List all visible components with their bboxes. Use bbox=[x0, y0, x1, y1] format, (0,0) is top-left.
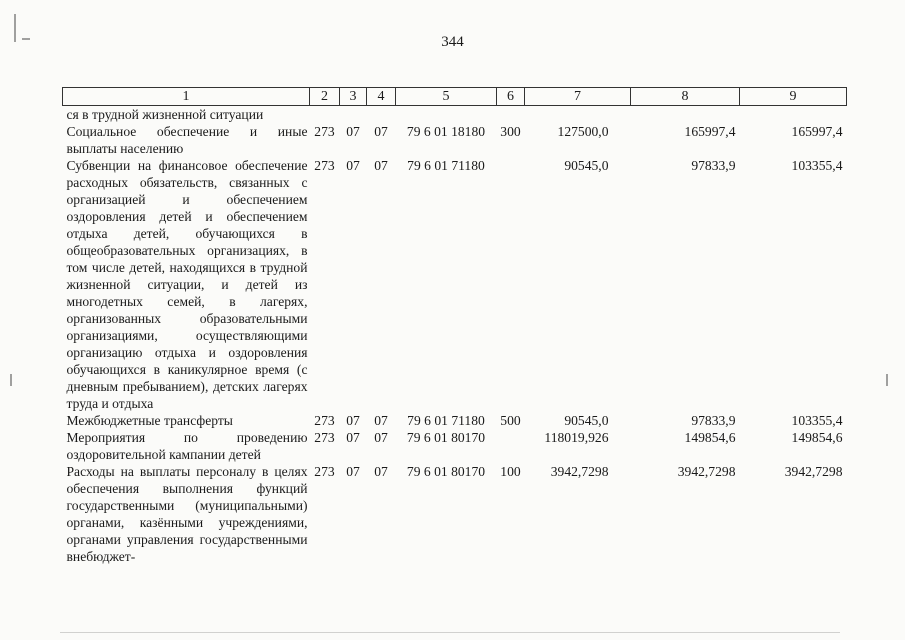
cell-amount: 165997,4 bbox=[684, 124, 736, 139]
row-name: Мероприятия по проведению оздоровительной кампании детей bbox=[66, 430, 308, 462]
cell-amount bbox=[631, 106, 740, 124]
cell-code bbox=[396, 106, 497, 124]
column-header: 6 bbox=[497, 88, 525, 106]
cell-amount: 97833,9 bbox=[691, 413, 736, 428]
column-header: 4 bbox=[367, 88, 396, 106]
cell-code: 273 bbox=[314, 430, 335, 445]
cell-amount bbox=[740, 106, 847, 124]
cell-amount: 103355,4 bbox=[791, 158, 843, 173]
cell-code: 300 bbox=[500, 124, 521, 139]
cell-code: 07 bbox=[374, 413, 388, 428]
row-name: Расходы на выплаты персоналу в целях обеспечения выполнения функций государственными (муниципальными) органами, казёнными учреждениями, органами управления государственными внебюджет- bbox=[66, 464, 308, 564]
cell-code: 07 bbox=[374, 124, 388, 139]
table-row bbox=[63, 123, 847, 157]
row-name: Межбюджетные трансферты bbox=[66, 413, 233, 428]
cell-code: 79 6 01 80170 bbox=[406, 464, 486, 479]
cell-code: 07 bbox=[374, 464, 388, 479]
column-header: 1 bbox=[63, 88, 310, 106]
cell-code bbox=[340, 106, 367, 124]
cell-code: 273 bbox=[314, 124, 335, 139]
cell-code: 273 bbox=[314, 413, 335, 428]
cell-code: 79 6 01 18180 bbox=[406, 124, 486, 139]
table-header-row bbox=[63, 88, 847, 106]
cell-code bbox=[367, 106, 396, 124]
cell-amount: 3942,7298 bbox=[550, 464, 609, 479]
table-row bbox=[63, 106, 847, 124]
cell-code: 07 bbox=[346, 124, 360, 139]
column-header: 8 bbox=[631, 88, 740, 106]
cell-code bbox=[497, 429, 525, 463]
cell-code: 79 6 01 71180 bbox=[407, 158, 485, 173]
cell-amount: 149854,6 bbox=[684, 430, 736, 445]
cell-amount: 127500,0 bbox=[557, 124, 609, 139]
budget-table bbox=[62, 87, 847, 565]
cell-code: 500 bbox=[500, 413, 521, 428]
cell-amount: 118019,926 bbox=[544, 430, 609, 445]
cell-code: 07 bbox=[346, 464, 360, 479]
scan-artifact bbox=[60, 632, 840, 633]
row-name: Субвенции на финансовое обеспечение расходных обязательств, связанных с организацией и обеспечением оздоровления детей и обеспечением отдыха детей, обучающихся в общеобразовательных организациях, в том числе детей, находящихся в трудной жизненной ситуации, и детей из многодетных семей, в лагерях, организованных образовательными организациями, осуществляющими организацию отдыха и оздоровления обучающихся в каникулярное время (с дневным пребыванием), детских лагерях труда и отдыха bbox=[66, 158, 308, 411]
cell-code bbox=[497, 106, 525, 124]
scan-artifact bbox=[14, 14, 16, 42]
cell-amount: 90545,0 bbox=[564, 158, 609, 173]
cell-code: 79 6 01 80170 bbox=[406, 430, 486, 445]
cell-amount: 3942,7298 bbox=[784, 464, 843, 479]
column-header: 9 bbox=[740, 88, 847, 106]
column-header: 7 bbox=[525, 88, 631, 106]
page-number: 344 bbox=[441, 34, 464, 50]
cell-code: 07 bbox=[346, 158, 360, 173]
cell-code: 273 bbox=[314, 464, 335, 479]
cell-code: 79 6 01 71180 bbox=[407, 413, 485, 428]
cell-amount: 3942,7298 bbox=[677, 464, 736, 479]
cell-code bbox=[310, 106, 340, 124]
cell-code: 07 bbox=[374, 430, 388, 445]
column-header: 2 bbox=[310, 88, 340, 106]
cell-amount: 149854,6 bbox=[791, 430, 843, 445]
cell-code: 07 bbox=[374, 158, 388, 173]
row-name: Социальное обеспечение и иные выплаты населению bbox=[66, 124, 308, 156]
scan-artifact bbox=[886, 374, 888, 386]
scan-artifact bbox=[10, 374, 12, 386]
cell-code bbox=[497, 157, 525, 412]
column-header: 3 bbox=[340, 88, 367, 106]
cell-code: 07 bbox=[346, 413, 360, 428]
cell-amount: 97833,9 bbox=[691, 158, 736, 173]
table-row bbox=[63, 412, 847, 429]
table-row bbox=[63, 429, 847, 463]
row-name: ся в трудной жизненной ситуации bbox=[66, 107, 264, 122]
cell-amount: 103355,4 bbox=[791, 413, 843, 428]
column-header: 5 bbox=[396, 88, 497, 106]
cell-amount bbox=[525, 106, 631, 124]
table-row bbox=[63, 463, 847, 565]
cell-code: 07 bbox=[346, 430, 360, 445]
cell-code: 100 bbox=[500, 464, 521, 479]
table-row bbox=[63, 157, 847, 412]
cell-code: 273 bbox=[314, 158, 335, 173]
cell-amount: 90545,0 bbox=[564, 413, 609, 428]
cell-amount: 165997,4 bbox=[791, 124, 843, 139]
scan-artifact bbox=[22, 38, 30, 40]
